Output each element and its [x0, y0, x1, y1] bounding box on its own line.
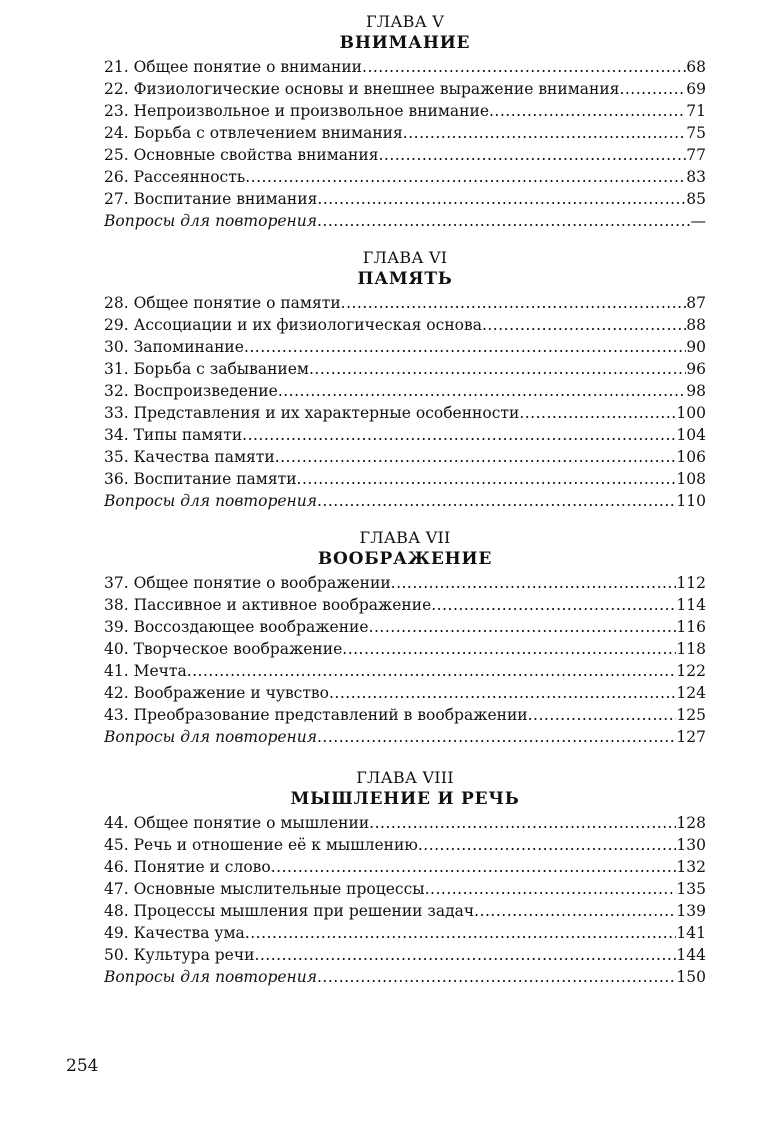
entry-page-number: 135 [676, 880, 706, 898]
entry-page-number: — [690, 212, 706, 230]
entry-page-number: 132 [676, 858, 706, 876]
entry-page-number: 116 [676, 618, 706, 636]
dot-leader [528, 704, 677, 726]
toc-entry [104, 704, 706, 726]
toc-entry [104, 144, 706, 166]
review-entry [104, 726, 706, 748]
dot-leader [254, 944, 676, 966]
review-entry [104, 210, 706, 232]
dot-leader [418, 834, 677, 856]
table-of-contents [104, 12, 706, 988]
entry-title: 47. Основные мыслительные процессы [104, 880, 425, 898]
dot-leader [431, 594, 676, 616]
chapter-label: ГЛАВА VI [362, 248, 448, 267]
toc-entry [104, 188, 706, 210]
dot-leader [275, 446, 677, 468]
toc-entry [104, 856, 706, 878]
dot-leader [425, 878, 677, 900]
toc-entry [104, 468, 706, 490]
entry-title: 25. Основные свойства внимания [104, 146, 379, 164]
dot-leader [619, 78, 686, 100]
entry-page-number: 106 [676, 448, 706, 466]
dot-leader [342, 638, 676, 660]
entry-title: 34. Типы памяти [104, 426, 243, 444]
entry-page-number: 125 [676, 706, 706, 724]
review-entry [104, 966, 706, 988]
entry-title: 23. Непроизвольное и произвольное внимание [104, 102, 489, 120]
chapter-section [104, 512, 706, 748]
entry-page-number: 124 [676, 684, 706, 702]
entry-title: Вопросы для повторения [104, 968, 317, 986]
entry-title: 22. Физиологические основы и внешнее выражение внимания [104, 80, 620, 98]
toc-entry [104, 100, 706, 122]
entry-page-number: 87 [686, 294, 706, 312]
page-number: 254 [66, 1056, 99, 1076]
entry-page-number: 128 [676, 814, 706, 832]
dot-leader [271, 856, 677, 878]
entry-page-number: 144 [676, 946, 706, 964]
toc-entry [104, 944, 706, 966]
chapter-section [104, 232, 706, 512]
dot-leader [317, 726, 676, 748]
toc-entry [104, 402, 706, 424]
entry-title: 32. Воспроизведение [104, 382, 278, 400]
toc-entry [104, 446, 706, 468]
entry-page-number: 68 [686, 58, 706, 76]
entry-page-number: 100 [676, 404, 706, 422]
entry-page-number: 114 [676, 596, 706, 614]
dot-leader [187, 660, 677, 682]
dot-leader [369, 616, 677, 638]
toc-entry [104, 122, 706, 144]
entry-title: 45. Речь и отношение её к мышлению [104, 836, 418, 854]
toc-entry [104, 166, 706, 188]
dot-leader [329, 682, 676, 704]
toc-entry [104, 682, 706, 704]
entry-page-number: 71 [686, 102, 706, 120]
toc-entry [104, 78, 706, 100]
toc-entry [104, 358, 706, 380]
chapter-spacer [104, 748, 706, 768]
entry-title: 48. Процессы мышления при решении задач [104, 902, 475, 920]
chapter-title: ВООБРАЖЕНИЕ [317, 549, 493, 569]
entry-title: 41. Мечта [104, 662, 187, 680]
chapter-section [104, 12, 706, 232]
entry-page-number: 122 [676, 662, 706, 680]
entry-title: 43. Преобразование представлений в воображении [104, 706, 528, 724]
entry-title: Вопросы для повторения [104, 212, 317, 230]
toc-entry [104, 594, 706, 616]
chapter-spacer [104, 232, 706, 248]
entry-page-number: 69 [686, 80, 706, 98]
toc-entry [104, 336, 706, 358]
entry-page-number: 112 [676, 574, 706, 592]
entry-page-number: 83 [686, 168, 706, 186]
toc-entry [104, 572, 706, 594]
toc-entry [104, 812, 706, 834]
chapter-title: ВНИМАНИЕ [339, 33, 471, 53]
entry-page-number: 139 [676, 902, 706, 920]
toc-entry [104, 638, 706, 660]
dot-leader [341, 292, 687, 314]
entry-title: 21. Общее понятие о внимании [104, 58, 363, 76]
dot-leader [245, 922, 677, 944]
dot-leader [317, 966, 676, 988]
entry-title: 49. Качества ума [104, 924, 245, 942]
dot-leader [309, 358, 686, 380]
dot-leader [391, 572, 677, 594]
chapter-label: ГЛАВА V [366, 12, 444, 31]
toc-entry [104, 900, 706, 922]
dot-leader [317, 490, 676, 512]
chapter-title: ПАМЯТЬ [357, 269, 453, 289]
toc-entry [104, 56, 706, 78]
dot-leader [278, 380, 686, 402]
entry-page-number: 85 [686, 190, 706, 208]
entry-title: 29. Ассоциации и их физиологическая основа [104, 316, 482, 334]
dot-leader [403, 122, 686, 144]
entry-page-number: 118 [676, 640, 706, 658]
dot-leader [245, 166, 686, 188]
entry-title: 37. Общее понятие о воображении [104, 574, 391, 592]
entry-page-number: 98 [686, 382, 706, 400]
entry-title: 31. Борьба с забыванием [104, 360, 309, 378]
toc-entry [104, 660, 706, 682]
entry-title: 44. Общее понятие о мышлении [104, 814, 370, 832]
toc-entry [104, 380, 706, 402]
toc-entry [104, 878, 706, 900]
chapter-section [104, 748, 706, 988]
entry-title: 46. Понятие и слово [104, 858, 271, 876]
entry-title: 40. Творческое воображение [104, 640, 343, 658]
entry-title: 38. Пассивное и активное воображение [104, 596, 432, 614]
entry-title: 26. Рассеянность [104, 168, 246, 186]
entry-title: 50. Культура речи [104, 946, 255, 964]
dot-leader [474, 900, 676, 922]
dot-leader [489, 100, 686, 122]
entry-page-number: 110 [676, 492, 706, 510]
toc-entry [104, 616, 706, 638]
entry-page-number: 88 [686, 316, 706, 334]
dot-leader [317, 210, 691, 232]
entry-page-number: 90 [686, 338, 706, 356]
entry-title: 28. Общее понятие о памяти [104, 294, 341, 312]
entry-page-number: 104 [676, 426, 706, 444]
toc-entry [104, 922, 706, 944]
dot-leader [362, 56, 686, 78]
chapter-label: ГЛАВА VII [359, 528, 451, 547]
chapter-spacer [104, 512, 706, 528]
toc-entry [104, 314, 706, 336]
dot-leader [519, 402, 676, 424]
entry-page-number: 130 [676, 836, 706, 854]
toc-entry [104, 834, 706, 856]
toc-entry [104, 424, 706, 446]
entry-title: 36. Воспитание памяти [104, 470, 297, 488]
entry-page-number: 75 [686, 124, 706, 142]
toc-entry [104, 292, 706, 314]
entry-title: 39. Воссоздающее воображение [104, 618, 369, 636]
entry-title: 35. Качества памяти [104, 448, 275, 466]
entry-title: 30. Запоминание [104, 338, 244, 356]
chapter-title: МЫШЛЕНИЕ И РЕЧЬ [290, 789, 520, 809]
dot-leader [244, 336, 686, 358]
entry-title: Вопросы для повторения [104, 728, 317, 746]
entry-page-number: 96 [686, 360, 706, 378]
dot-leader [369, 812, 676, 834]
entry-title: 24. Борьба с отвлечением внимания [104, 124, 403, 142]
entry-title: 42. Воображение и чувство [104, 684, 329, 702]
entry-page-number: 127 [676, 728, 706, 746]
entry-page-number: 141 [676, 924, 706, 942]
entry-page-number: 108 [676, 470, 706, 488]
dot-leader [482, 314, 686, 336]
chapter-label: ГЛАВА VIII [356, 768, 454, 787]
entry-title: Вопросы для повторения [104, 492, 317, 510]
entry-page-number: 77 [686, 146, 706, 164]
entry-title: 33. Представления и их характерные особенности [104, 404, 520, 422]
review-entry [104, 490, 706, 512]
entry-title: 27. Воспитание внимания [104, 190, 318, 208]
dot-leader [242, 424, 676, 446]
dot-leader [317, 188, 686, 210]
dot-leader [378, 144, 686, 166]
dot-leader [297, 468, 677, 490]
entry-page-number: 150 [676, 968, 706, 986]
